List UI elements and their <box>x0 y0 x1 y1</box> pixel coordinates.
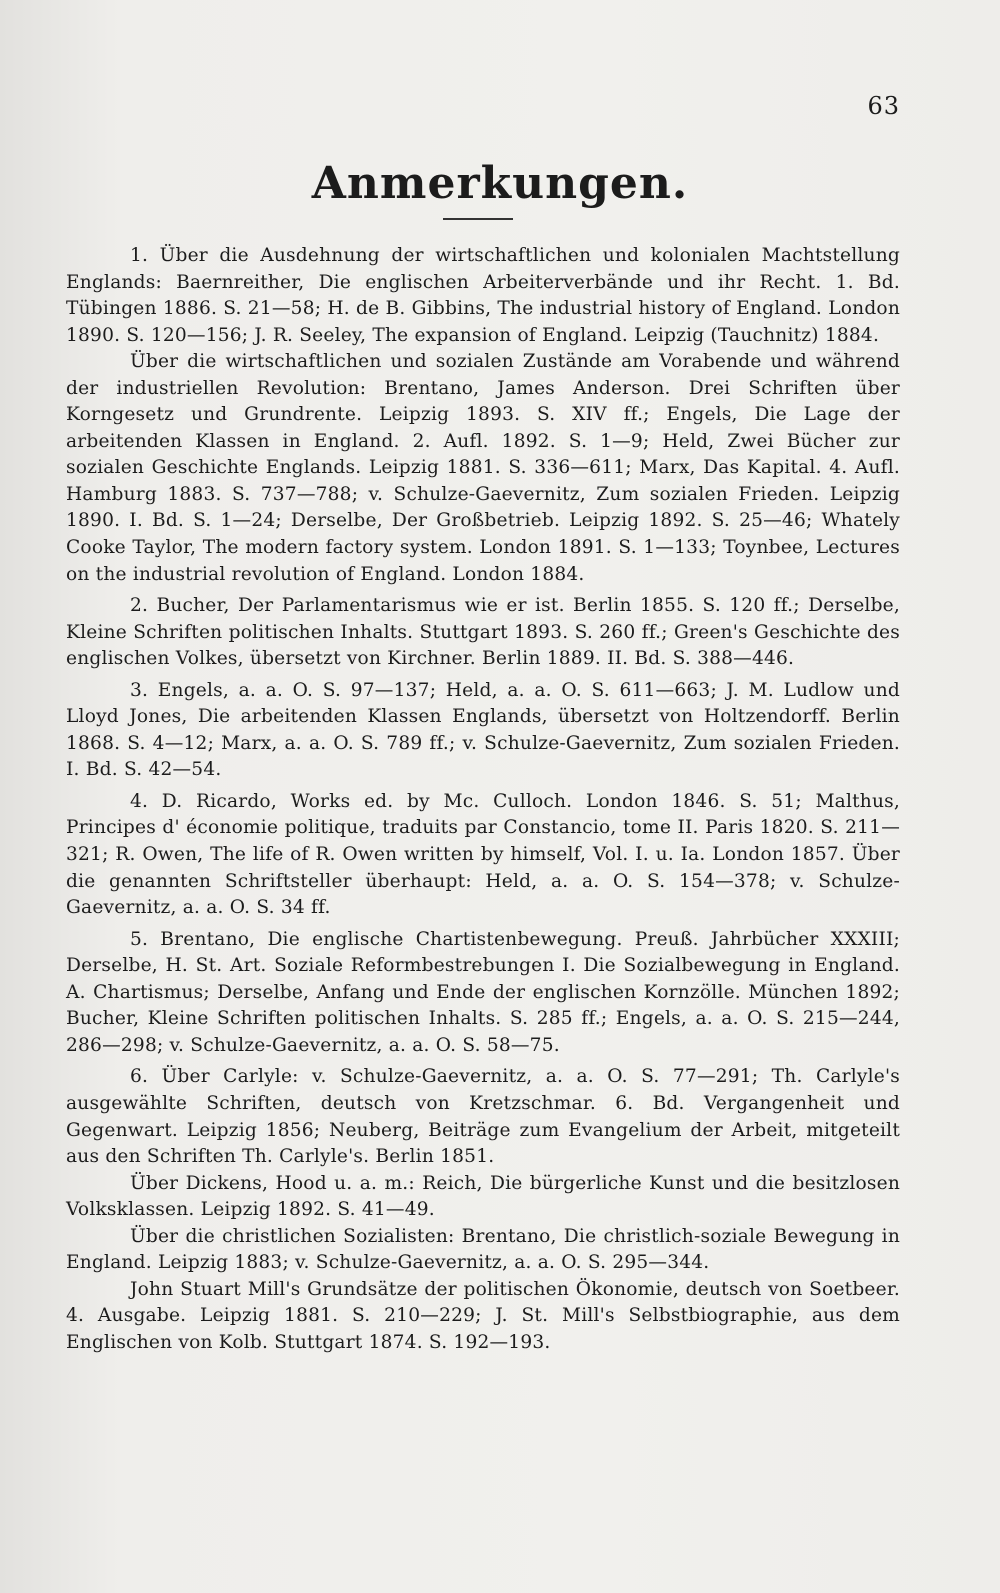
note-paragraph: Über Dickens, Hood u. a. m.: Reich, Die bürgerliche Kunst und die besitzlosen Volksklassen. Leipzig 1892. S. 41—49. <box>66 1172 900 1221</box>
note-paragraph: 3. Engels, a. a. O. S. 97—137; Held, a. a. O. S. 611—663; J. M. Ludlow und Lloyd Jones, Die arbeitenden Klassen Englands, übersetzt von Holtzendorff. Berlin 1868. S. 4—12; Marx, a. a. O. S. 789 ff.; v. Schulze-Gaevernitz, Zum sozialen Frieden. I. Bd. S. 42—54. <box>66 679 900 781</box>
note-paragraph: 4. D. Ricardo, Works ed. by Mc. Culloch. London 1846. S. 51; Malthus, Principes d' économie politique, traduits par Constancio, tome II. Paris 1820. S. 211—321; R. Owen, The life of R. Owen written by himself, Vol. I. u. Ia. London 1857. Über die genannten Schriftsteller überhaupt: Held, a. a. O. S. 154—378; v. Schulze-Gaevernitz, a. a. O. S. 34 ff. <box>66 790 900 919</box>
note-paragraph: John Stuart Mill's Grundsätze der politischen Ökonomie, deutsch von Soetbeer. 4. Ausgabe. Leipzig 1881. S. 210—229; J. St. Mill's Selbstbiographie, aus dem Englischen von Kolb. Stuttgart 1874. S. 192—193. <box>66 1278 900 1353</box>
note-paragraph: 2. Bucher, Der Parlamentarismus wie er ist. Berlin 1855. S. 120 ff.; Derselbe, Kleine Schriften politischen Inhalts. Stuttgart 1893. S. 260 ff.; Green's Geschichte des englischen Volkes, übersetzt von Kirchner. Berlin 1889. II. Bd. S. 388—446. <box>66 595 900 670</box>
title-divider <box>443 218 513 220</box>
note-paragraph: 6. Über Carlyle: v. Schulze-Gaevernitz, a. a. O. S. 77—291; Th. Carlyle's ausgewählte Schriften, deutsch von Kretzschmar. 6. Bd. Vergangenheit und Gegenwart. Leipzig 1856; Neuberg, Beiträge zum Evangelium der Arbeit, mitgeteilt aus den Schriften Th. Carlyle's. Berlin 1851. <box>66 1066 900 1168</box>
note-paragraph: 1. Über die Ausdehnung der wirtschaftlichen und kolonialen Machtstellung Englands: Baernreither, Die englischen Arbeiterverbände und ihr Recht. 1. Bd. Tübingen 1886. S. 21—58; H. de B. Gibbins, The industrial history of England. London 1890. S. 120—156; J. R. Seeley, The expansion of England. Leipzig (Tauchnitz) 1884. <box>66 245 900 346</box>
page-title: Anmerkungen. <box>311 158 689 209</box>
notes-section <box>66 243 900 1356</box>
note-paragraph: Über die wirtschaftlichen und sozialen Zustände am Vorabende und während der industriellen Revolution: Brentano, James Anderson. Drei Schriften über Korngesetz und Grundrente. Leipzig 1893. S. XIV ff.; Engels, Die Lage der arbeitenden Klassen in England. 2. Aufl. 1892. S. 1—9; Held, Zwei Bücher zur sozialen Geschichte Englands. Leipzig 1881. S. 336—611; Marx, Das Kapital. 4. Aufl. Hamburg 1883. S. 737—788; v. Schulze-Gaevernitz, Zum sozialen Frieden. Leipzig 1890. I. Bd. S. 1—24; Derselbe, Der Großbetrieb. Leipzig 1892. S. 25—46; Whately Cooke Taylor, The modern factory system. London 1891. S. 1—133; Toynbee, Lectures on the industrial revolution of England. London 1884. <box>66 351 900 585</box>
note-paragraph: 5. Brentano, Die englische Chartistenbewegung. Preuß. Jahrbücher XXXIII; Derselbe, H. St. Art. Soziale Reformbestrebungen I. Die Sozialbewegung in England. A. Chartismus; Derselbe, Anfang und Ende der englischen Kornzölle. München 1892; Bucher, Kleine Schriften politischen Inhalts. S. 285 ff.; Engels, a. a. O. S. 215—244, 286—298; v. Schulze-Gaevernitz, a. a. O. S. 58—75. <box>66 928 900 1056</box>
page-number: 63 <box>867 92 900 120</box>
note-paragraph: Über die christlichen Sozialisten: Brentano, Die christlich-soziale Bewegung in England. Leipzig 1883; v. Schulze-Gaevernitz, a. a. O. S. 295—344. <box>66 1225 900 1274</box>
